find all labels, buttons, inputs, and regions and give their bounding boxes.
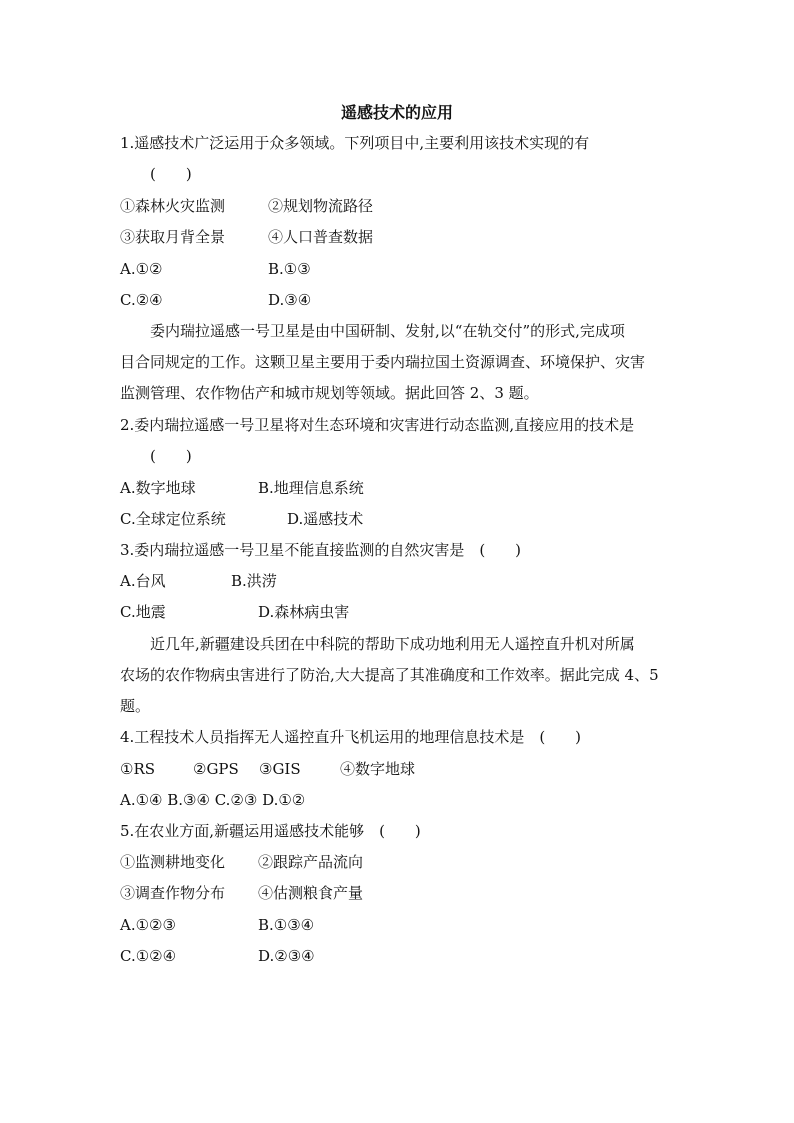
q4-item-2: ②GPS bbox=[193, 760, 239, 778]
q2-option-a: A.数字地球 bbox=[120, 479, 196, 497]
q5-item-2: ②跟踪产品流向 bbox=[258, 853, 364, 871]
q1-item-2: ②规划物流路径 bbox=[268, 197, 374, 215]
q1-option-a: A.①② bbox=[120, 260, 163, 278]
q1-answer-blank: ( ) bbox=[150, 165, 192, 183]
q4-item-4: ④数字地球 bbox=[340, 760, 416, 778]
q5-option-b: B.①③④ bbox=[258, 916, 315, 934]
q4-item-1: ①RS bbox=[120, 760, 156, 778]
q1-option-b: B.①③ bbox=[268, 260, 311, 278]
passage1-line-3: 监测管理、农作物估产和城市规划等领域。据此回答 2、3 题。 bbox=[120, 384, 539, 402]
q2-option-c: C.全球定位系统 bbox=[120, 510, 226, 528]
page-title: 遥感技术的应用 bbox=[340, 103, 453, 122]
q2-option-d: D.遥感技术 bbox=[287, 510, 364, 528]
q1-item-1: ①森林火灾监测 bbox=[120, 197, 226, 215]
q3-stem: 3.委内瑞拉遥感一号卫星不能直接监测的自然灾害是 ( ) bbox=[120, 541, 522, 559]
q3-option-a: A.台风 bbox=[120, 572, 166, 590]
q2-answer-blank: ( ) bbox=[150, 447, 192, 465]
q2-option-b: B.地理信息系统 bbox=[258, 479, 364, 497]
q3-option-d: D.森林病虫害 bbox=[258, 603, 350, 621]
q2-stem: 2.委内瑞拉遥感一号卫星将对生态环境和灾害进行动态监测,直接应用的技术是 bbox=[120, 416, 635, 434]
q4-stem: 4.工程技术人员指挥无人遥控直升飞机运用的地理信息技术是 ( ) bbox=[120, 728, 582, 746]
passage2-line-2: 农场的农作物病虫害进行了防治,大大提高了其准确度和工作效率。据此完成 4、5 bbox=[120, 666, 659, 684]
q1-stem: 1.遥感技术广泛运用于众多领域。下列项目中,主要利用该技术实现的有 bbox=[120, 134, 590, 152]
passage2-line-3: 题。 bbox=[120, 697, 151, 715]
q1-option-c: C.②④ bbox=[120, 291, 163, 309]
passage2-line-1: 近几年,新疆建设兵团在中科院的帮助下成功地利用无人遥控直升机对所属 bbox=[150, 635, 635, 653]
q3-option-b: B.洪涝 bbox=[231, 572, 277, 590]
q5-item-3: ③调查作物分布 bbox=[120, 884, 226, 902]
q5-option-d: D.②③④ bbox=[258, 947, 315, 965]
passage1-line-2: 目合同规定的工作。这颗卫星主要用于委内瑞拉国土资源调查、环境保护、灾害 bbox=[120, 353, 646, 371]
q4-options: A.①④ B.③④ C.②③ D.①② bbox=[120, 791, 306, 809]
q1-item-3: ③获取月背全景 bbox=[120, 228, 226, 246]
q3-option-c: C.地震 bbox=[120, 603, 166, 621]
q4-item-3: ③GIS bbox=[259, 760, 301, 778]
q5-option-a: A.①②③ bbox=[120, 916, 176, 934]
q5-item-1: ①监测耕地变化 bbox=[120, 853, 226, 871]
q5-option-c: C.①②④ bbox=[120, 947, 177, 965]
q1-option-d: D.③④ bbox=[268, 291, 312, 309]
q5-item-4: ④估测粮食产量 bbox=[258, 884, 364, 902]
q1-item-4: ④人口普查数据 bbox=[268, 228, 374, 246]
q5-stem: 5.在农业方面,新疆运用遥感技术能够 ( ) bbox=[120, 822, 421, 840]
passage1-line-1: 委内瑞拉遥感一号卫星是由中国研制、发射,以“在轨交付”的形式,完成项 bbox=[150, 322, 625, 340]
